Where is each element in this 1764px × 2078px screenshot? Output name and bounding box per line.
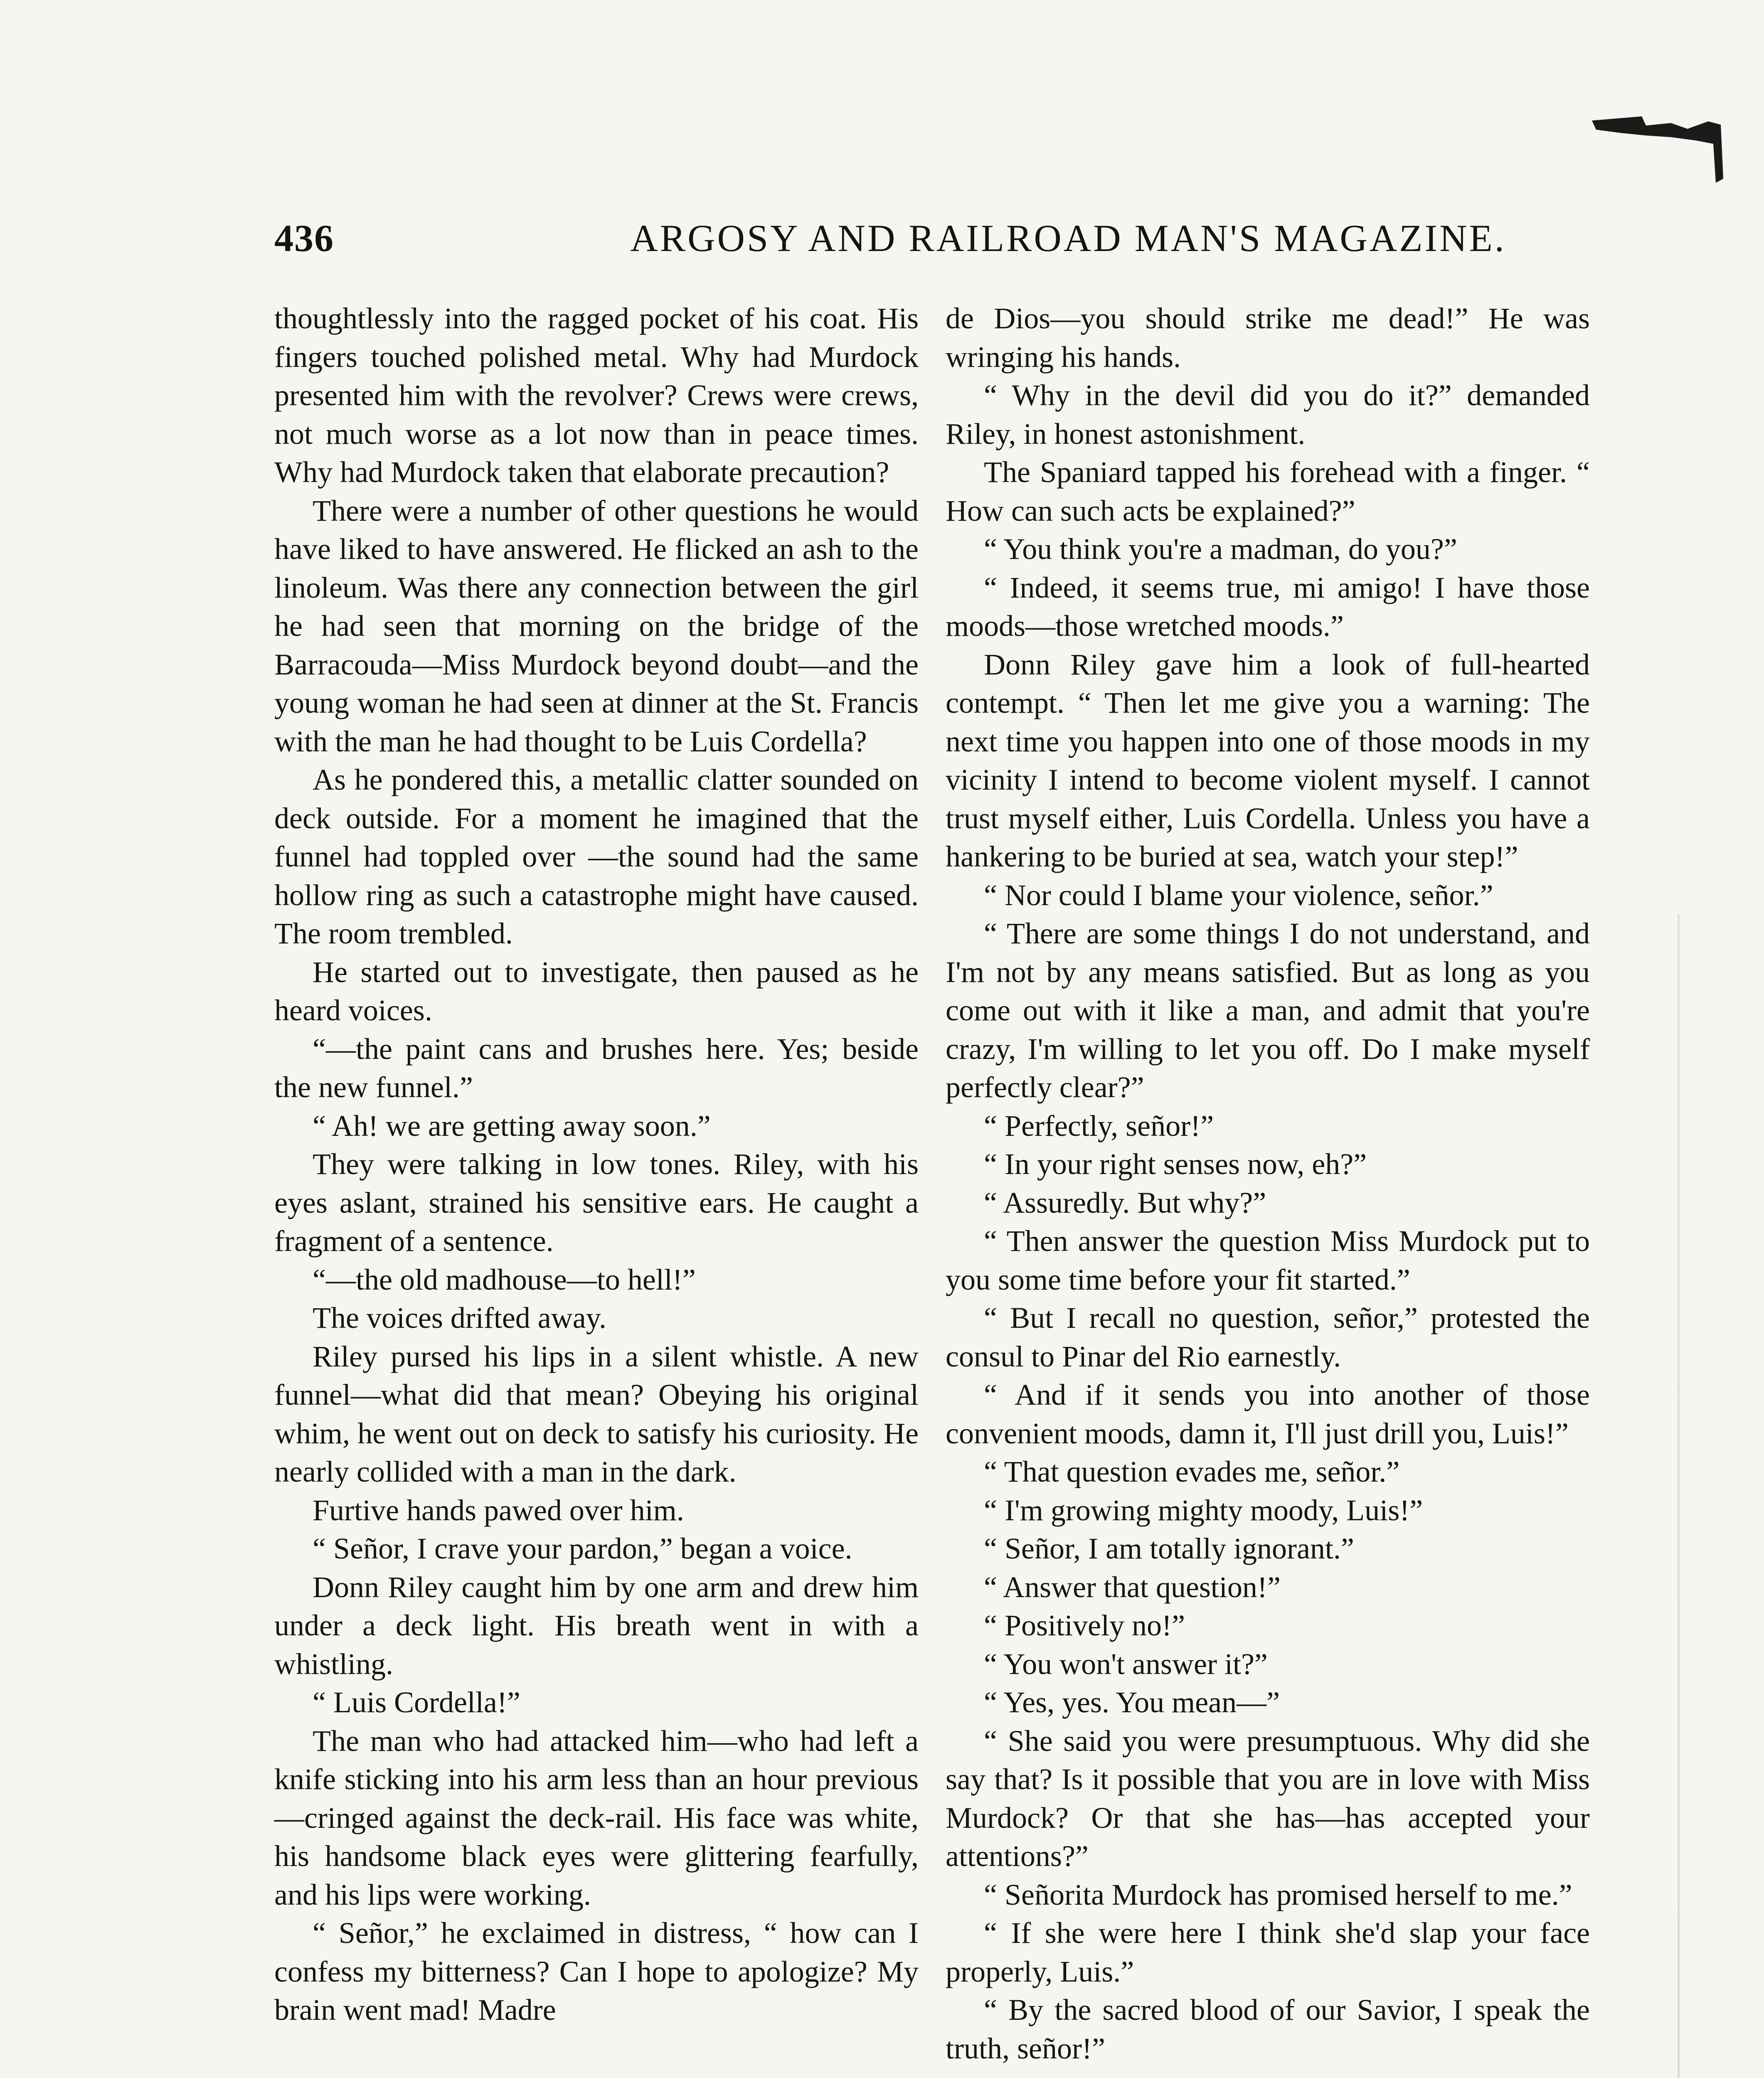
paragraph: “ If she were here I think she'd slap your face properly, Luis.” <box>946 1916 1590 1988</box>
paragraph: “ And if it sends you into another of those convenient moods, damn it, I'll just drill you, Luis!” <box>946 1378 1590 1450</box>
paragraph: “ Positively no!” <box>984 1609 1185 1642</box>
paragraph: “ Indeed, it seems true, mi amigo! I have those moods—those wretched moods.” <box>946 571 1590 643</box>
paragraph: “ There are some things I do not understand, and I'm not by any means satisfied. But as long as you come out with it like a man, and admit that you're crazy, I'm willing to let you off. Do I make myself perfectly clear?” <box>946 917 1590 1104</box>
running-head: ARGOSY AND RAILROAD MAN'S MAGAZINE. <box>630 217 1506 259</box>
paragraph: “ Answer that question!” <box>984 1570 1281 1604</box>
paragraph: Donn Riley caught him by one arm and drew him under a deck light. His breath went in with a whistling. <box>274 1570 919 1681</box>
paragraph: Furtive hands pawed over him. <box>313 1493 684 1527</box>
paragraph: “ She said you were presumptuous. Why did she say that? Is it possible that you are in love with Miss Murdock? Or that she has—has accepted your attentions?” <box>946 1724 1590 1873</box>
paragraph: “ I'm growing mighty moody, Luis!” <box>984 1493 1423 1527</box>
paragraph: “ In your right senses now, eh?” <box>984 1147 1367 1181</box>
paragraph: They were talking in low tones. Riley, with his eyes aslant, strained his sensitive ears. He caught a fragment of a sentence. <box>274 1147 919 1258</box>
paragraph: The Spaniard tapped his forehead with a finger. “ How can such acts be explained?” <box>946 455 1590 527</box>
paragraph: “ Señorita Murdock has promised herself to me.” <box>984 1878 1572 1911</box>
paragraph: As he pondered this, a metallic clatter sounded on deck outside. For a moment he imagined that the funnel had toppled over —the sound had the same hollow ring as such a catastrophe might have caused. The room trembled. <box>274 763 919 950</box>
paragraph: There were a number of other questions he would have liked to have answered. He flicked an ash to the linoleum. Was there any connection between the girl he had seen that morning on the bridge of the Barracouda—Miss Murdock beyond doubt—and the young woman he had seen at dinner at the St. Francis with the man he had thought to be Luis Cordella? <box>274 494 919 758</box>
paragraph: de Dios—you should strike me dead!” He was wringing his hands. <box>946 302 1590 374</box>
paragraph: “ Why in the devil did you do it?” demanded Riley, in honest astonishment. <box>946 379 1590 451</box>
page-number: 436 <box>274 217 334 259</box>
paragraph: “ Señor,” he exclaimed in distress, “ how can I confess my bitterness? Can I hope to apologize? My brain went mad! Madre <box>274 1916 919 2026</box>
torn-corner-mark <box>1584 104 1733 187</box>
margin-crease-line <box>1678 914 1680 2078</box>
paragraph: The man who had attacked him—who had left a knife sticking into his arm less than an hour previous—cringed against the deck-rail. His face was white, his handsome black eyes were glittering fearfully, and his lips were working. <box>274 1724 919 1911</box>
paragraph: “—the old madhouse—to hell!” <box>313 1263 696 1296</box>
paragraph: “ Perfectly, señor!” <box>984 1109 1214 1142</box>
paragraph: “ Assuredly. But why?” <box>984 1186 1266 1219</box>
paragraph: Donn Riley gave him a look of full-hearted contempt. “ Then let me give you a warning: The next time you happen into one of those moods in my vicinity I intend to become violent myself. I cannot trust myself either, Luis Cordella. Unless you have a hankering to be buried at sea, watch your step!” <box>946 648 1590 873</box>
paragraph: “ Luis Cordella!” <box>313 1686 520 1719</box>
left-column <box>274 299 919 2078</box>
paragraph: “—the paint cans and brushes here. Yes; beside the new funnel.” <box>274 1032 919 1104</box>
paragraph: “ Ah! we are getting away soon.” <box>313 1109 711 1142</box>
paragraph: thoughtlessly into the ragged pocket of his coat. His fingers touched polished metal. Why had Murdock presented him with the revolver? Crews were crews, not much worse as a lot now than in peace times. Why had Murdock taken that elaborate precaution? <box>274 302 919 489</box>
paragraph: The voices drifted away. <box>313 1301 607 1334</box>
paragraph: Riley pursed his lips in a silent whistle. A new funnel—what did that mean? Obeying his original whim, he went out on deck to satisfy his curiosity. He nearly collided with a man in the dark. <box>274 1339 919 1488</box>
right-column <box>946 299 1590 2078</box>
paragraph: “ You think you're a madman, do you?” <box>984 532 1457 566</box>
paragraph: “ But I recall no question, señor,” protested the consul to Pinar del Rio earnestly. <box>946 1301 1590 1373</box>
paragraph: “ Señor, I crave your pardon,” began a voice. <box>313 1532 852 1565</box>
paragraph: “ Señor, I am totally ignorant.” <box>984 1532 1354 1565</box>
page-header <box>274 216 1625 287</box>
paragraph: He started out to investigate, then paused as he heard voices. <box>274 955 919 1027</box>
paragraph: “ By the sacred blood of our Savior, I speak the truth, señor!” <box>946 1993 1590 2065</box>
paragraph: “ You won't answer it?” <box>984 1647 1268 1681</box>
paragraph: “ Nor could I blame your violence, señor.” <box>984 878 1493 912</box>
paragraph: “ Yes, yes. You mean—” <box>984 1686 1280 1719</box>
paragraph: “ That question evades me, señor.” <box>984 1455 1400 1488</box>
paragraph: “ Then answer the question Miss Murdock put to you some time before your fit started.” <box>946 1224 1590 1296</box>
